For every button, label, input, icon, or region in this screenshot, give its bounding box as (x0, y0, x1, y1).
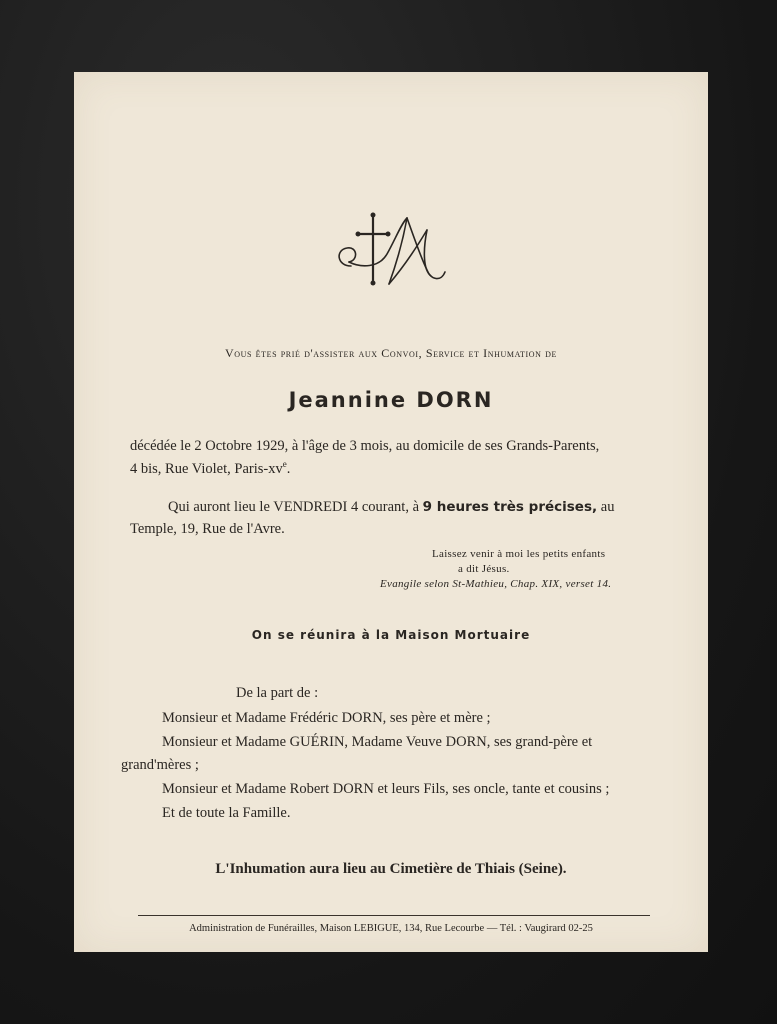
address-suffix: e (282, 459, 287, 469)
quote-source: Evangile selon St-Mathieu, Chap. XIX, verset 14. (380, 578, 612, 590)
death-details-line: décédée le 2 Octobre 1929, à l'âge de 3 mois, au domicile de ses Grands-Parents, (130, 438, 600, 454)
family-line: Et de toute la Famille. (162, 805, 291, 821)
gathering-notice: On se réunira à la Maison Mortuaire (251, 628, 531, 642)
service-time: 9 heures très précises, (422, 499, 598, 515)
family-line: Monsieur et Madame GUÉRIN, Madame Veuve DORN, ses grand-père et (162, 734, 593, 750)
invitation-line: Vous êtes prié d'assister aux Convoi, Service et Inhumation de (224, 346, 558, 360)
death-address-line (130, 459, 290, 478)
address-end: . (286, 460, 291, 477)
quote-line-1: Laissez venir à moi les petits enfants (432, 548, 606, 560)
undertaker-footer: Administration de Funérailles, Maison LEBIGUE, 134, Rue Lecourbe — Tél. : Vaugirard 02-25 (189, 923, 593, 934)
family-line: Monsieur et Madame Frédéric DORN, ses père et mère ; (162, 710, 491, 726)
service-line (168, 499, 614, 516)
address-text: 4 bis, Rue Violet, Paris-xv (130, 460, 283, 477)
burial-notice: L'Inhumation aura lieu au Cimetière de Thiais (Seine). (215, 861, 567, 877)
service-text-after: au (597, 499, 615, 515)
service-location: Temple, 19, Rue de l'Avre. (130, 521, 285, 537)
deceased-name: Jeannine DORN (288, 388, 494, 412)
service-text-before: Qui auront lieu le VENDREDI 4 courant, à (168, 499, 423, 515)
funeral-notice-card (74, 72, 708, 952)
family-intro: De la part de : (236, 685, 319, 701)
family-line: grand'mères ; (121, 757, 199, 773)
family-line: Monsieur et Madame Robert DORN et leurs Fils, ses oncle, tante et cousins ; (162, 781, 610, 797)
footer-divider (138, 915, 650, 916)
quote-line-2: a dit Jésus. (458, 563, 510, 575)
cross-monogram-icon (331, 210, 451, 310)
